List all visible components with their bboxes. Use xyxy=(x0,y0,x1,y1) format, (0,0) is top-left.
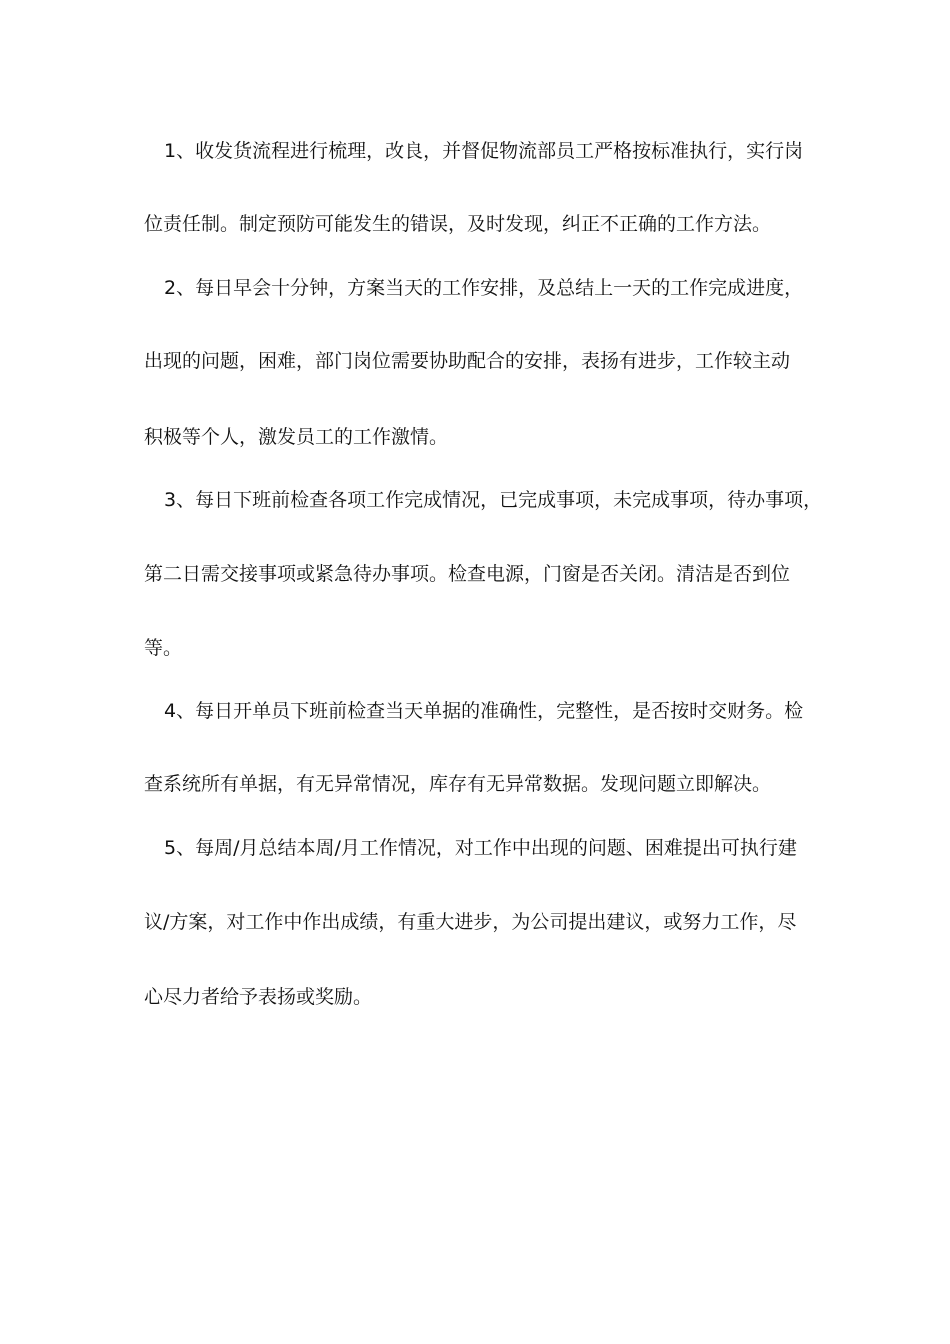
paragraph-1-line-1: 1、收发货流程进行梳理，改良，并督促物流部员工严格按标准执行，实行岗 xyxy=(164,140,804,162)
paragraph-2-line-2: 出现的问题，困难，部门岗位需要协助配合的安排，表扬有进步，工作较主动 xyxy=(144,350,791,372)
paragraph-2-line-1: 2、每日早会十分钟，方案当天的工作安排，及总结上一天的工作完成进度， xyxy=(164,277,804,299)
paragraph-3-line-2: 第二日需交接事项或紧急待办事项。检查电源，门窗是否关闭。清洁是否到位 xyxy=(144,563,791,585)
paragraph-3-line-1: 3、每日下班前检查各项工作完成情况，已完成事项，未完成事项，待办事项， xyxy=(164,489,823,511)
paragraph-5-line-1: 5、每周/月总结本周/月工作情况，对工作中出现的问题、困难提出可执行建 xyxy=(164,837,797,859)
paragraph-4-line-1: 4、每日开单员下班前检查当天单据的准确性，完整性，是否按时交财务。检 xyxy=(164,700,804,722)
paragraph-2-line-3: 积极等个人，激发员工的工作激情。 xyxy=(144,426,449,448)
paragraph-3-line-3: 等。 xyxy=(144,637,183,659)
paragraph-4-line-2: 查系统所有单据，有无异常情况，库存有无异常数据。发现问题立即解决。 xyxy=(144,773,772,795)
paragraph-5-line-3: 心尽力者给予表扬或奖励。 xyxy=(144,986,373,1008)
paragraph-5-line-2: 议/方案，对工作中作出成绩，有重大进步，为公司提出建议，或努力工作，尽 xyxy=(144,911,797,933)
paragraph-1-line-2: 位责任制。制定预防可能发生的错误，及时发现，纠正不正确的工作方法。 xyxy=(144,213,772,235)
